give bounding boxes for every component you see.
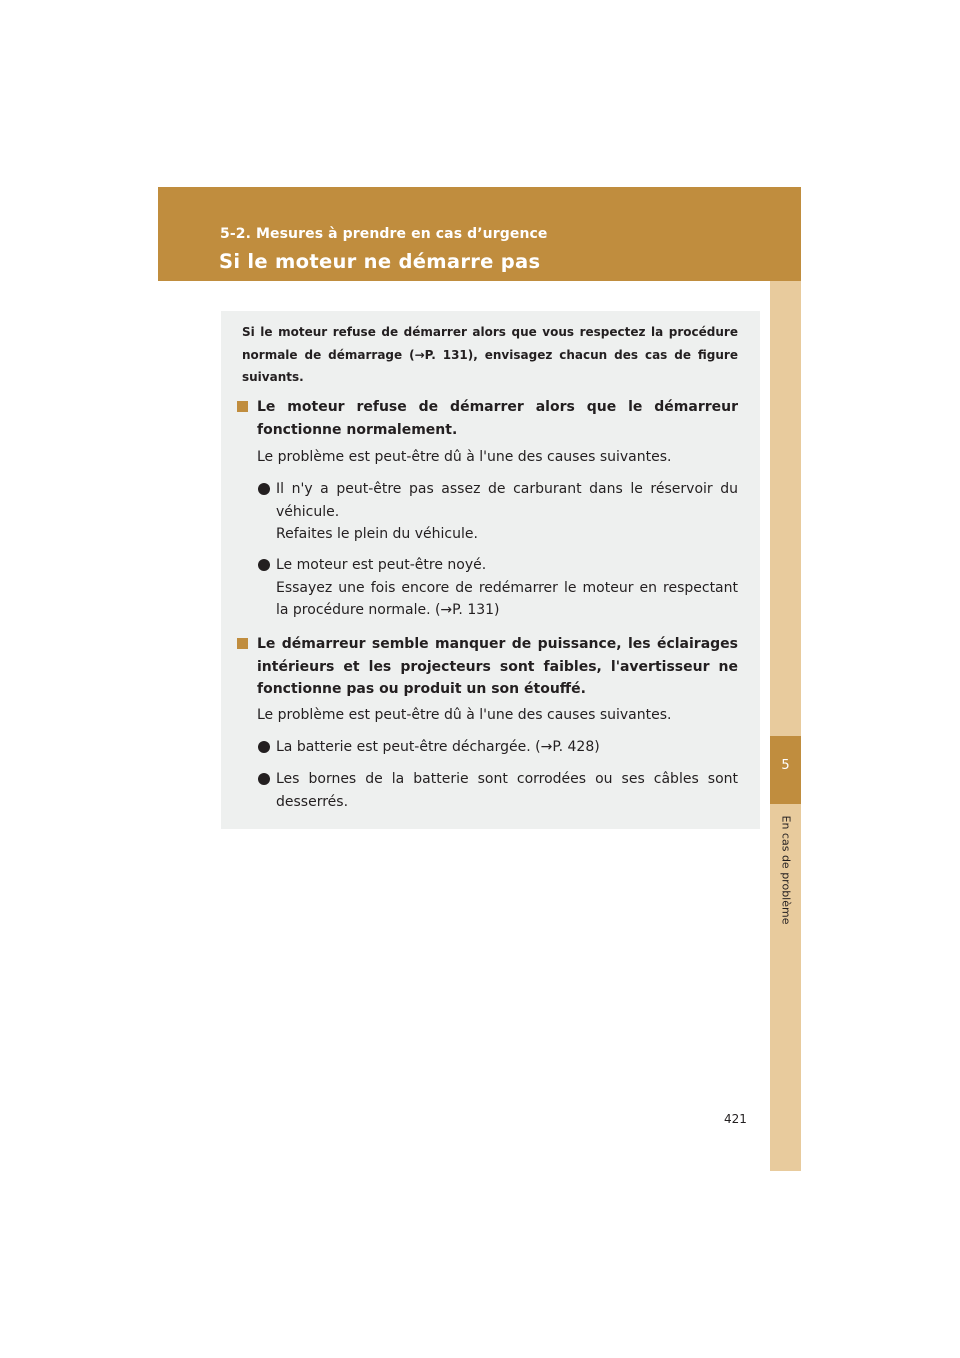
section-lead: Le problème est peut-être dû à l'une des causes suivantes. [257, 707, 672, 723]
square-bullet-icon [237, 638, 248, 649]
intro-text: Si le moteur refuse de démarrer alors que vous respectez la procédure normale de démarrage (→P. 131), envisagez chacun des cas de figure suivants. [242, 325, 738, 384]
section-label: 5-2. Mesures à prendre en cas d’urgence [220, 226, 548, 242]
list-item [276, 736, 738, 759]
section-heading [257, 633, 738, 701]
list-item-text: Les bornes de la batterie sont corrodées ou ses câbles sont desserrés. [276, 771, 738, 810]
bullet-dot-icon [258, 773, 270, 785]
list-item-text: La batterie est peut-être déchargée. (→P. 428) [276, 739, 600, 755]
bullet-dot-icon [258, 741, 270, 753]
content-box [221, 311, 760, 829]
section-heading-text: Le moteur refuse de démarrer alors que le démarreur fonctionne normalement. [257, 399, 738, 438]
section-lead: Le problème est peut-être dû à l'une des causes suivantes. [257, 449, 672, 465]
list-item [276, 768, 738, 813]
list-item-text: Le moteur est peut-être noyé. [276, 557, 487, 573]
section-heading [257, 396, 738, 441]
list-item-text: Il n'y a peut-être pas assez de carburant dans le réservoir du véhicule. [276, 481, 738, 520]
list-item [276, 478, 738, 546]
list-item [276, 554, 738, 622]
list-item-detail: Refaites le plein du véhicule. [276, 526, 478, 542]
sidebar-strip [770, 281, 801, 1171]
section-heading-text: Le démarreur semble manquer de puissance, les éclairages intérieurs et les projecteurs sont faibles, l'avertisseur ne fonctionne pas ou produit un son étouffé. [257, 636, 738, 697]
bullet-dot-icon [258, 559, 270, 571]
page-title: Si le moteur ne démarre pas [219, 250, 541, 273]
chapter-label: En cas de problème [779, 815, 793, 925]
bullet-dot-icon [258, 483, 270, 495]
list-item-detail: Essayez une fois encore de redémarrer le moteur en respectant la procédure normale. (→P. 131) [276, 579, 738, 618]
chapter-header [158, 187, 801, 281]
chapter-number-tab: 5 [770, 736, 801, 804]
page-number: 421 [724, 1112, 747, 1126]
square-bullet-icon [237, 401, 248, 412]
